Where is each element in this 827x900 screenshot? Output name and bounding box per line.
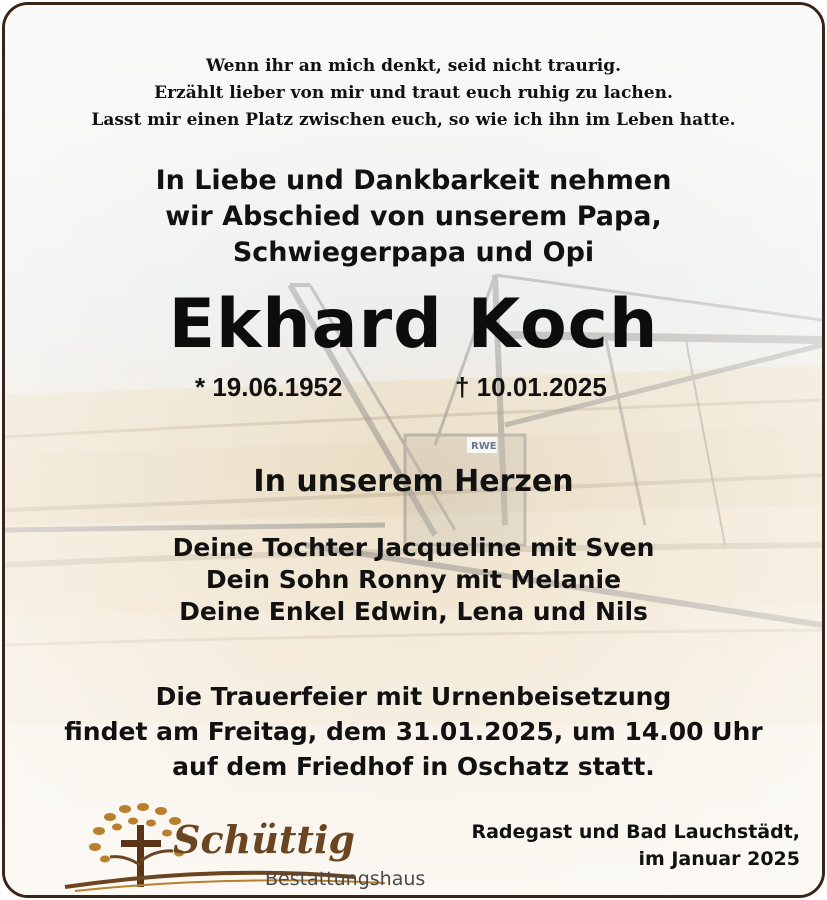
family-line: Deine Tochter Jacqueline mit Sven [172,533,655,562]
birth-date: * 19.06.1952 [195,372,343,402]
obituary-content [5,5,822,895]
funeral-line: auf dem Friedhof in Oschatz statt. [172,752,655,781]
logo-subtitle: Bestattungshaus [265,868,426,890]
place-line: Radegast und Bad Lauchstädt, [471,821,800,843]
place-and-date [471,819,800,873]
intro-line: In Liebe und Dankbarkeit nehmen [155,165,672,196]
intro-line: wir Abschied von unserem Papa, [165,201,662,232]
intro-line: Schwiegerpapa und Opi [232,237,595,268]
poem [5,53,822,134]
poem-line: Wenn ihr an mich denkt, seid nicht traurig. [205,56,622,76]
family-line: Deine Enkel Edwin, Lena und Nils [179,597,648,626]
heart-heading: In unserem Herzen [253,464,574,499]
logo-wordmark: Schüttig [173,817,355,862]
deceased-name: Ekhard Koch [168,285,659,364]
date-line: im Januar 2025 [638,848,800,870]
poem-line: Lasst mir einen Platz zwischen euch, so wie ich ihn im Leben hatte. [91,110,736,130]
death-date: † 10.01.2025 [455,372,607,402]
funeral-line: findet am Freitag, dem 31.01.2025, um 14.00 Uhr [64,717,763,746]
obituary-card [2,2,825,898]
funeral-line: Die Trauerfeier mit Urnenbeisetzung [155,682,672,711]
family-line: Dein Sohn Ronny mit Melanie [205,565,622,594]
funeral-home-logo [55,795,435,895]
family-list [5,532,822,628]
farewell-intro [5,163,822,271]
poem-line: Erzählt lieber von mir und traut euch ruhig zu lachen. [154,83,673,103]
funeral-notice [5,679,822,784]
